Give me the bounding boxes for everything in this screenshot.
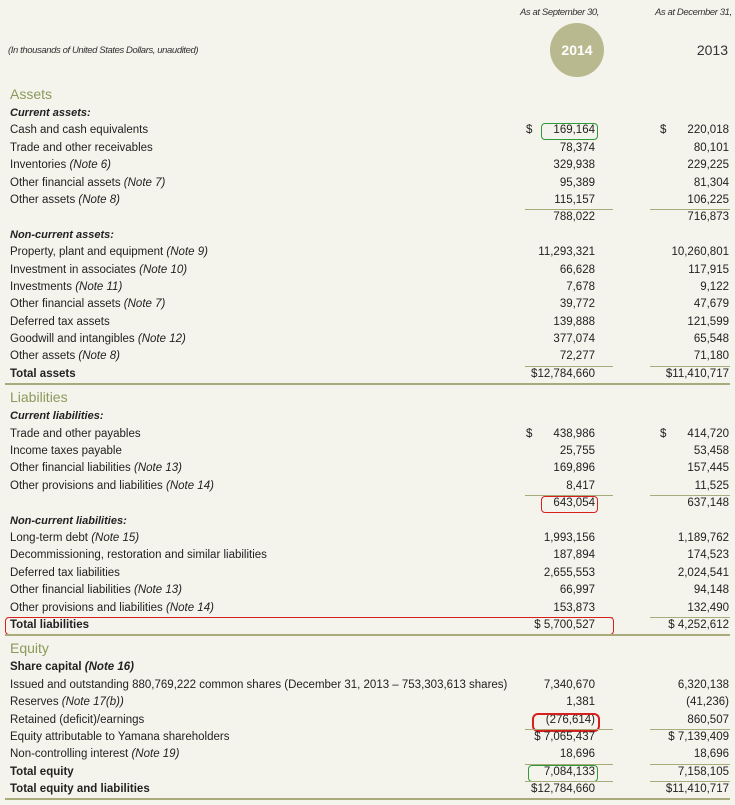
rule-2013 bbox=[650, 781, 730, 782]
rule-2013 bbox=[650, 495, 730, 496]
section-heading bbox=[0, 84, 735, 105]
value-2014: 72,277 bbox=[559, 350, 595, 363]
label-text: Other provisions and liabilities bbox=[10, 479, 163, 492]
row-label bbox=[10, 746, 179, 763]
value-2013: 117,915 bbox=[688, 263, 729, 276]
table-row bbox=[0, 296, 735, 313]
rule-2013 bbox=[650, 617, 730, 618]
value-2013: 18,696 bbox=[693, 748, 729, 761]
table-row bbox=[0, 140, 735, 157]
row-label bbox=[10, 729, 230, 746]
highlight-box bbox=[528, 765, 598, 782]
table-row bbox=[0, 712, 735, 729]
table-row bbox=[0, 478, 735, 495]
row-label bbox=[10, 694, 124, 711]
value-2013: 10,260,801 bbox=[671, 246, 729, 259]
value-2013: 637,148 bbox=[687, 497, 729, 510]
label-text: Long-term debt bbox=[10, 531, 88, 544]
full-width-rule bbox=[5, 634, 730, 636]
table-row bbox=[0, 426, 735, 443]
highlight-box bbox=[5, 617, 614, 635]
value-2014: 187,894 bbox=[553, 549, 595, 562]
value-2013: 716,873 bbox=[687, 211, 729, 224]
row-label bbox=[10, 314, 110, 331]
row-label bbox=[10, 513, 127, 530]
label-text: Other financial liabilities bbox=[10, 462, 131, 475]
value-2013: 1,189,762 bbox=[677, 531, 729, 544]
label-text: Non-current assets: bbox=[10, 228, 114, 241]
table-row bbox=[0, 244, 735, 261]
subsection-heading bbox=[0, 105, 735, 122]
value-2014: 11,293,321 bbox=[538, 246, 595, 259]
value-2013: (41,236) bbox=[686, 696, 729, 709]
row-label bbox=[10, 105, 91, 122]
row-label bbox=[10, 366, 76, 383]
label-text: Liabilities bbox=[10, 389, 68, 406]
table-row bbox=[0, 729, 735, 746]
value-2014: 115,157 bbox=[554, 193, 595, 206]
row-label bbox=[10, 84, 52, 105]
label-text: Total liabilities bbox=[10, 618, 90, 631]
rule-2014 bbox=[525, 729, 613, 730]
value-2014: 329,938 bbox=[553, 159, 595, 172]
value-2014: 1,381 bbox=[566, 696, 595, 709]
full-width-rule bbox=[5, 383, 730, 385]
subsection-heading bbox=[0, 227, 735, 244]
table-row bbox=[0, 659, 735, 676]
value-2014: 66,997 bbox=[559, 584, 595, 597]
value-2013: $11,410,717 bbox=[665, 783, 729, 796]
subsection-heading bbox=[0, 408, 735, 425]
highlight-box bbox=[541, 496, 598, 513]
value-2013: 7,158,105 bbox=[677, 765, 729, 778]
note-reference: (Note 9) bbox=[166, 246, 208, 259]
dollar-sign-2014: $ bbox=[526, 124, 533, 137]
label-text: Trade and other receivables bbox=[10, 141, 153, 154]
row-label bbox=[10, 547, 267, 564]
label-text: Income taxes payable bbox=[10, 445, 122, 458]
row-label bbox=[10, 140, 153, 157]
note-reference: (Note 8) bbox=[78, 193, 120, 206]
table-row bbox=[0, 694, 735, 711]
note-reference: (Note 8) bbox=[78, 350, 120, 363]
label-text: Total assets bbox=[10, 367, 76, 380]
value-2014: 66,628 bbox=[559, 263, 595, 276]
row-label bbox=[10, 244, 208, 261]
note-reference: (Note 14) bbox=[165, 479, 214, 492]
label-text: Share capital bbox=[10, 661, 82, 674]
label-text: Current liabilities: bbox=[10, 410, 104, 423]
value-2013: 157,445 bbox=[687, 462, 729, 475]
rule-2013 bbox=[650, 209, 730, 210]
value-2014: 377,074 bbox=[553, 333, 595, 346]
value-2014: $12,784,660 bbox=[531, 783, 595, 796]
value-2014: 1,993,156 bbox=[543, 531, 595, 544]
table-row bbox=[0, 262, 735, 279]
value-2013: 414,720 bbox=[687, 427, 729, 440]
label-text: Trade and other payables bbox=[10, 427, 141, 440]
value-2013: 94,148 bbox=[693, 584, 729, 597]
row-label bbox=[10, 408, 104, 425]
row-label bbox=[10, 565, 120, 582]
row-label bbox=[10, 781, 150, 798]
label-text: Non-controlling interest bbox=[10, 748, 129, 761]
value-2013: 47,679 bbox=[693, 298, 729, 311]
section-heading bbox=[0, 387, 735, 408]
table-row bbox=[0, 764, 735, 781]
note-reference: (Note 6) bbox=[69, 159, 112, 172]
table-row bbox=[0, 495, 735, 512]
value-2013: 9,122 bbox=[700, 280, 729, 293]
value-2014: 95,389 bbox=[559, 176, 595, 189]
label-text: Equity bbox=[10, 640, 49, 657]
value-2014: 25,755 bbox=[559, 445, 595, 458]
units-note: (In thousands of United States Dollars, unaudited) bbox=[8, 45, 199, 56]
value-2014: 39,772 bbox=[559, 298, 595, 311]
value-2013: 220,018 bbox=[687, 124, 729, 137]
label-text: Inventories bbox=[10, 159, 67, 172]
row-label bbox=[10, 764, 74, 781]
table-row bbox=[0, 348, 735, 365]
highlight-box bbox=[541, 123, 598, 140]
note-reference: (Note 11) bbox=[75, 280, 123, 293]
dollar-sign-2013: $ bbox=[660, 124, 667, 137]
label-text: Other financial assets bbox=[10, 298, 121, 311]
column-caption-2014: As at September 30, bbox=[520, 7, 600, 18]
label-text: Other assets bbox=[10, 193, 76, 206]
value-2014: 78,374 bbox=[559, 141, 595, 154]
rule-2014 bbox=[525, 209, 613, 210]
rule-2013 bbox=[650, 366, 730, 367]
row-label bbox=[10, 331, 186, 348]
rule-2014 bbox=[525, 366, 613, 367]
table-row bbox=[0, 460, 735, 477]
row-label bbox=[10, 677, 507, 694]
row-label bbox=[10, 443, 122, 460]
value-2014: $ 7,065,437 bbox=[534, 730, 595, 743]
value-2013: 11,525 bbox=[694, 479, 729, 492]
value-2013: 71,180 bbox=[693, 350, 729, 363]
label-text: Current assets: bbox=[10, 107, 91, 119]
row-label bbox=[10, 426, 141, 443]
value-2013: $ 7,139,409 bbox=[668, 730, 729, 743]
table-row bbox=[0, 122, 735, 139]
rule-2014 bbox=[525, 781, 613, 782]
value-2014: 169,896 bbox=[553, 462, 595, 475]
value-2013: 229,225 bbox=[687, 159, 729, 172]
table-row bbox=[0, 677, 735, 694]
label-text: Decommissioning, restoration and similar liabilities bbox=[10, 549, 267, 562]
table-row bbox=[0, 781, 735, 798]
value-2014: 2,655,553 bbox=[543, 566, 595, 579]
table-row bbox=[0, 279, 735, 296]
row-label bbox=[10, 600, 214, 617]
value-2014: $ 5,700,527 bbox=[534, 618, 595, 631]
table-row bbox=[0, 175, 735, 192]
table-row bbox=[0, 331, 735, 348]
value-2014: (276,614) bbox=[545, 713, 595, 726]
value-2014: 169,164 bbox=[553, 124, 595, 137]
value-2014: 643,054 bbox=[553, 497, 595, 510]
year-2014-badge: 2014 bbox=[550, 23, 604, 77]
value-2014: 7,340,670 bbox=[543, 678, 595, 691]
table-row bbox=[0, 565, 735, 582]
label-text: Other assets bbox=[10, 350, 76, 363]
dollar-sign-2014: $ bbox=[526, 427, 533, 440]
label-text: Property, plant and equipment bbox=[10, 246, 164, 259]
dollar-sign-2013: $ bbox=[660, 427, 667, 440]
table-row bbox=[0, 547, 735, 564]
label-text: Issued and outstanding 880,769,222 common shares (December 31, 2013 – 753,303,613 shares) bbox=[10, 678, 508, 691]
label-text: Non-current liabilities: bbox=[10, 514, 127, 527]
value-2013: 80,101 bbox=[693, 141, 729, 154]
row-label bbox=[10, 387, 68, 408]
label-text: Other financial liabilities bbox=[10, 584, 131, 597]
rule-2013 bbox=[650, 729, 730, 730]
table-row bbox=[0, 617, 735, 634]
table-row bbox=[0, 746, 735, 763]
note-reference: (Note 14) bbox=[165, 601, 214, 614]
row-label bbox=[10, 296, 165, 313]
table-row bbox=[0, 192, 735, 209]
row-label bbox=[10, 348, 120, 365]
note-reference: (Note 17(b)) bbox=[61, 696, 124, 709]
note-reference: (Note 10) bbox=[139, 263, 188, 276]
row-label bbox=[10, 530, 139, 547]
value-2014: 788,022 bbox=[553, 211, 595, 224]
label-text: Other provisions and liabilities bbox=[10, 601, 163, 614]
note-reference: (Note 15) bbox=[91, 531, 140, 544]
label-text: Assets bbox=[10, 86, 53, 102]
divider bbox=[0, 798, 735, 802]
table-row bbox=[0, 582, 735, 599]
row-label bbox=[10, 712, 144, 729]
row-label bbox=[10, 460, 182, 477]
value-2013: $11,410,717 bbox=[665, 367, 729, 380]
row-label bbox=[10, 638, 49, 659]
label-text: Deferred tax liabilities bbox=[10, 566, 120, 579]
value-2013: 860,507 bbox=[687, 713, 729, 726]
value-2014: 139,888 bbox=[553, 315, 595, 328]
label-text: Total equity and liabilities bbox=[10, 783, 150, 796]
label-text: Deferred tax assets bbox=[10, 315, 110, 328]
row-label bbox=[10, 582, 182, 599]
value-2013: 81,304 bbox=[693, 176, 729, 189]
row-label bbox=[10, 157, 111, 174]
value-2013: 2,024,541 bbox=[677, 566, 729, 579]
note-reference: (Note 13) bbox=[134, 584, 182, 597]
note-reference: (Note 19) bbox=[131, 748, 180, 761]
row-label bbox=[10, 227, 114, 244]
year-2013-label: 2013 bbox=[696, 42, 728, 58]
row-label bbox=[10, 175, 165, 192]
section-heading bbox=[0, 638, 735, 659]
table-row bbox=[0, 209, 735, 226]
value-2014: 7,084,133 bbox=[543, 765, 595, 778]
subsection-heading bbox=[0, 513, 735, 530]
value-2014: 7,678 bbox=[566, 280, 595, 293]
value-2014: 18,696 bbox=[559, 748, 595, 761]
value-2013: 6,320,138 bbox=[677, 678, 729, 691]
label-text: Goodwill and intangibles bbox=[10, 333, 135, 346]
note-reference: (Note 7) bbox=[123, 176, 166, 189]
label-text: Cash and cash equivalents bbox=[10, 124, 149, 137]
note-reference: (Note 16) bbox=[84, 661, 134, 674]
row-label bbox=[10, 192, 120, 209]
note-reference: (Note 12) bbox=[137, 333, 186, 346]
value-2013: $ 4,252,612 bbox=[668, 618, 729, 631]
rule-2013 bbox=[650, 764, 730, 765]
label-text: Reserves bbox=[10, 696, 59, 709]
row-label bbox=[10, 478, 214, 495]
value-2013: 53,458 bbox=[693, 445, 729, 458]
table-row bbox=[0, 530, 735, 547]
value-2013: 106,225 bbox=[687, 193, 729, 206]
label-text: Other financial assets bbox=[10, 176, 121, 189]
table-row bbox=[0, 157, 735, 174]
value-2014: 153,873 bbox=[553, 601, 595, 614]
column-caption-2013: As at December 31, bbox=[655, 7, 732, 18]
row-label bbox=[10, 262, 187, 279]
balance-sheet-table bbox=[0, 84, 735, 802]
value-2013: 65,548 bbox=[693, 333, 729, 346]
table-row bbox=[0, 600, 735, 617]
row-label bbox=[10, 122, 148, 139]
note-reference: (Note 7) bbox=[123, 298, 166, 311]
label-text: Retained (deficit)/earnings bbox=[10, 713, 145, 726]
label-text: Equity attributable to Yamana shareholders bbox=[10, 730, 230, 743]
table-row bbox=[0, 443, 735, 460]
value-2014: 8,417 bbox=[566, 479, 595, 492]
label-text: Investments bbox=[10, 280, 72, 293]
row-label bbox=[10, 659, 134, 676]
note-reference: (Note 13) bbox=[134, 462, 182, 475]
full-width-rule bbox=[5, 798, 730, 800]
value-2014: 438,986 bbox=[553, 427, 595, 440]
value-2014: $12,784,660 bbox=[531, 367, 595, 380]
row-label bbox=[10, 279, 122, 296]
label-text: Investment in associates bbox=[10, 263, 136, 276]
table-row bbox=[0, 366, 735, 383]
value-2013: 121,599 bbox=[687, 315, 729, 328]
value-2013: 174,523 bbox=[687, 549, 729, 562]
label-text: Total equity bbox=[10, 765, 74, 778]
value-2013: 132,490 bbox=[687, 601, 729, 614]
table-row bbox=[0, 314, 735, 331]
